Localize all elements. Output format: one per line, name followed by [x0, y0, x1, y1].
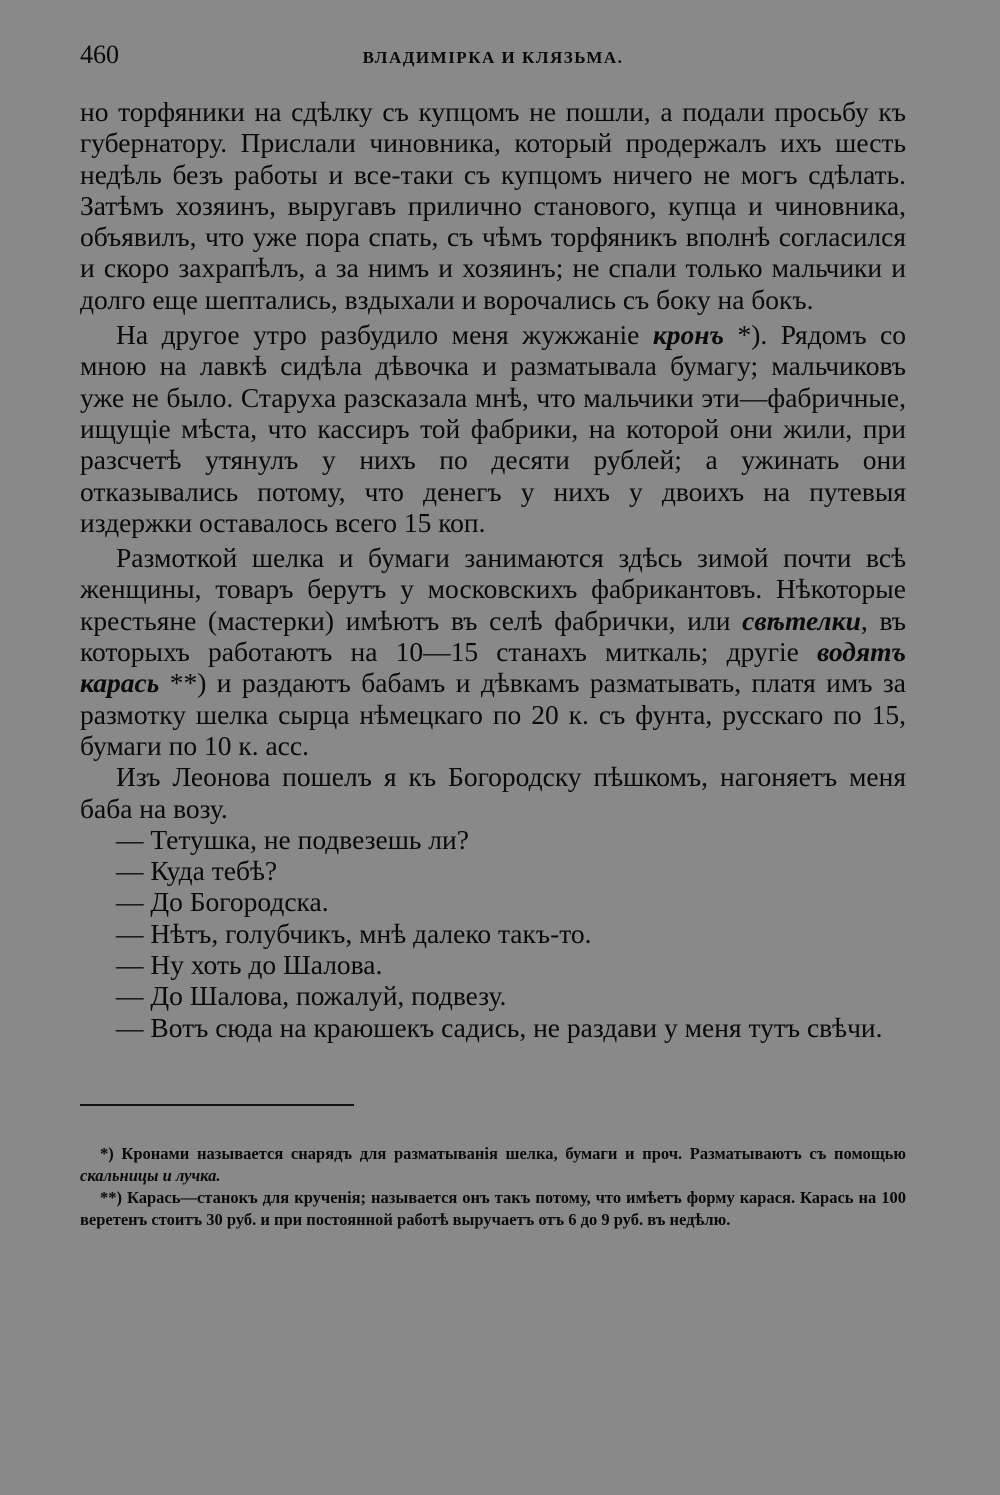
footnote-2: **) Карась—станокъ для крученія; называется онъ такъ потому, что имѣетъ форму карася. Карась на 100 веретенъ стоитъ 30 руб. и при постоянной работѣ выручаетъ отъ 6 до 9 руб. въ недѣлю. [80, 1187, 906, 1229]
paragraph-journey: Изъ Леонова пошелъ я къ Богородску пѣшкомъ, нагоняетъ меня баба на возу. [80, 761, 906, 824]
running-title: ВЛАДИМІРКА И КЛЯЗЬМА. [362, 48, 624, 67]
text-run: *). Рядомъ со мною на лавкѣ сидѣла дѣвочка и разматывала бумагу; мальчиковъ уже не было. Старуха разсказала мнѣ, что мальчики эти—фабричные, ищущіе мѣста, что кассиръ той фабрики, на которой они жили, при разсчетѣ утянулъ у нихъ по десяти рублей; а ужинать они отказывались потому, что денегъ у нихъ у двоихъ на путевыя издержки оставалось всего 15 коп. [80, 319, 907, 538]
text-run: , въ которыхъ работаютъ на 10—15 станахъ миткаль; другіе [80, 604, 906, 668]
text-run: *) Кронами называется снарядъ для разматыванія шелка, бумаги и проч. Разматываютъ съ помощью [100, 1143, 906, 1163]
paragraph-continuation: но торфяники на сдѣлку съ купцомъ не пошли, а подали просьбу къ губернатору. Прислали чиновника, который продержалъ ихъ шесть недѣль безъ работы и все-таки съ купцомъ ничего не могъ сдѣлать. Затѣмъ хозяинъ, выругавъ прилично станового, купца и чиновника, объявилъ, что уже пора спать, съ чѣмъ торфяникъ вполнѣ согласился и скоро захрапѣлъ, а за нимъ и хозяинъ; не спали только мальчики и долго еще шептались, вздыхали и ворочались съ боку на бокъ. [80, 96, 906, 315]
text-run: Размоткой шелка и бумаги занимаются здѣсь зимой почти всѣ женщины, товаръ берутъ у московскихъ фабрикантовъ. Нѣкоторые крестьяне (мастерки) имѣютъ въ селѣ фабрички, или [80, 542, 906, 636]
text-run: На другое утро разбудило меня жужжаніе [116, 319, 653, 351]
dialogue-line: — До Шалова, пожалуй, подвезу. [116, 980, 507, 1012]
footnotes [80, 1143, 906, 1231]
footnote-1 [80, 1143, 906, 1187]
dialogue-line: — Вотъ сюда на краюшекъ садись, не раздави у меня тутъ свѣчи. [116, 1011, 883, 1043]
italic-term: скальницы и лучка. [80, 1165, 221, 1185]
page-number: 460 [80, 40, 119, 69]
dialogue-line: — Нѣтъ, голубчикъ, мнѣ далеко такъ-то. [116, 917, 592, 949]
dialogue-line: — До Богородска. [116, 886, 329, 918]
running-header [80, 40, 906, 76]
italic-term: водятъ карась [80, 636, 906, 699]
dialogue-line: — Куда тебѣ? [116, 855, 278, 887]
main-text [80, 96, 906, 1043]
footnote-divider [80, 1104, 354, 1106]
dialogue-line: — Тетушка, не подвезешь ли? [116, 823, 469, 855]
text-run: **) и раздаютъ бабамъ и дѣвкамъ разматывать, платя имъ за размотку шелка сырца нѣмецкаго по 20 к. съ фунта, русскаго по 15, бумаги по 10 к. асс. [80, 667, 906, 761]
book-page [80, 40, 906, 1231]
paragraph-silk-winding [80, 542, 906, 761]
italic-term: кронъ [652, 319, 725, 351]
dialogue-line: — Ну хоть до Шалова. [116, 949, 383, 981]
italic-term: свѣтелки [742, 604, 861, 636]
paragraph-morning [80, 319, 906, 538]
